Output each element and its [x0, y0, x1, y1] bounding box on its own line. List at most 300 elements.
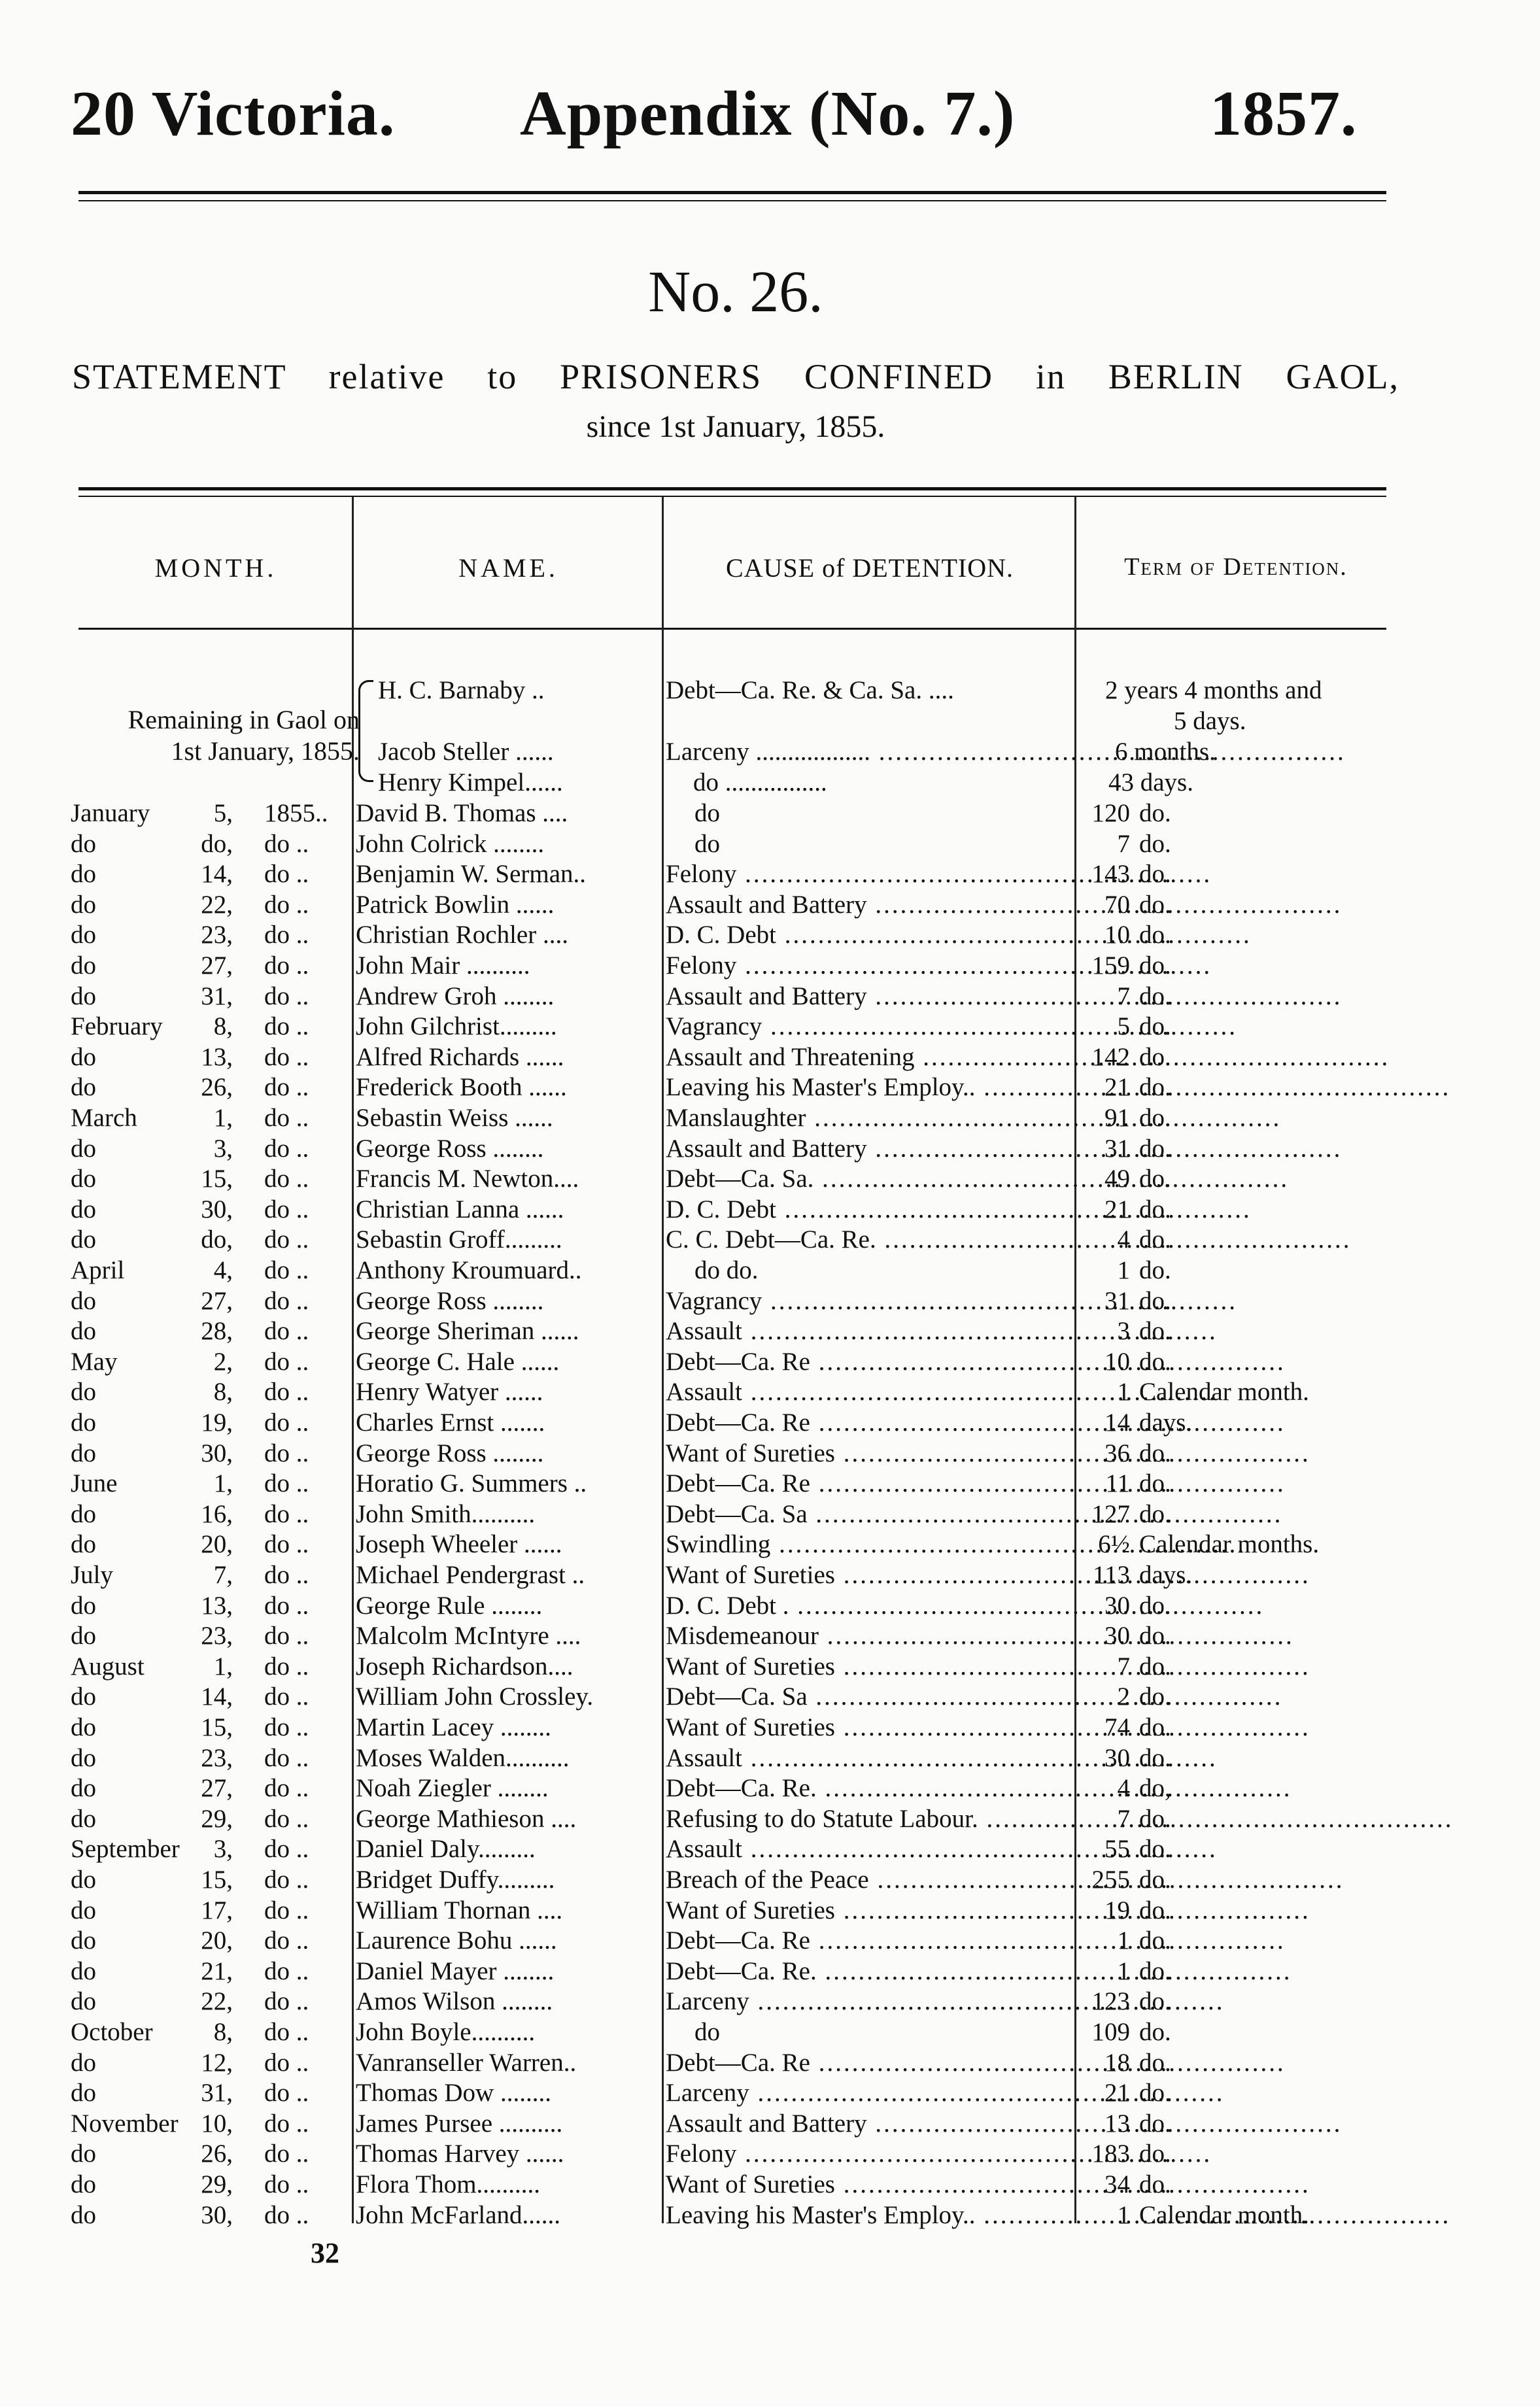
year-cell: do ..	[264, 1499, 309, 1528]
prisoner-name: Sebastin Weiss ......	[356, 1104, 553, 1132]
year-cell: do ..	[264, 982, 309, 1010]
table-row	[0, 1712, 1471, 1743]
detention-cause: D. C. Debt . .....	[666, 1590, 1069, 1621]
term-number: 70	[1104, 890, 1130, 919]
day-cell: 31,	[201, 982, 233, 1010]
prisoner-name: Christian Lanna ......	[356, 1195, 564, 1223]
term-unit: do.	[1139, 1987, 1171, 2016]
prisoner-name: Laurence Bohu ......	[356, 1926, 557, 1955]
term-number: 127	[1091, 1499, 1130, 1528]
table-row	[0, 889, 1471, 920]
term-unit: do,	[1139, 1774, 1171, 1803]
term-number: 1	[1117, 1956, 1130, 1985]
prisoner-name: Thomas Harvey ......	[356, 2140, 564, 2168]
prisoner-name: Charles Ernst .......	[356, 1408, 545, 1437]
detention-cause: Assault .....	[666, 1316, 1069, 1346]
day-cell: 26,	[201, 1073, 233, 1102]
month-cell: do	[71, 1804, 96, 1833]
term-unit: do.	[1139, 1652, 1171, 1681]
month-cell: do	[71, 1499, 96, 1528]
term-unit: do.	[1139, 921, 1171, 949]
header-rule-thick	[78, 191, 1386, 194]
detention-cause: Debt—Ca. Re .....	[666, 1407, 1069, 1438]
remaining-label-line2: 1st January, 1855.	[171, 736, 360, 766]
table-row	[0, 1560, 1471, 1590]
term-number: 21	[1104, 1073, 1130, 1102]
prisoner-name: Henry Kimpel......	[378, 768, 563, 796]
table-row	[0, 1468, 1471, 1499]
table-row	[0, 1864, 1471, 1895]
detention-cause: Debt—Ca. Re. .....	[666, 1773, 1069, 1803]
term-number: 36	[1104, 1439, 1130, 1467]
table-row	[0, 1102, 1471, 1133]
prisoner-name: Francis M. Newton....	[356, 1165, 579, 1193]
term-number: 143	[1091, 860, 1130, 889]
detention-cause: Assault and Battery .....	[666, 1133, 1069, 1164]
term-unit: do.	[1139, 1499, 1171, 1528]
day-cell: 5,	[213, 799, 233, 827]
term-unit: do.	[1139, 1073, 1171, 1102]
term-unit: do.	[1139, 1256, 1171, 1284]
day-cell: 13,	[201, 1042, 233, 1071]
term-number: 1	[1117, 2200, 1130, 2229]
day-cell: 29,	[201, 2170, 233, 2198]
table-row	[0, 2077, 1471, 2108]
term-number: 10	[1104, 1347, 1130, 1376]
table-row	[0, 2017, 1471, 2047]
detention-cause: Vagrancy .....	[666, 1286, 1069, 1316]
year-cell: do ..	[264, 1561, 309, 1589]
prisoner-name: Alfred Richards ......	[356, 1042, 564, 1071]
year-cell: do ..	[264, 1469, 309, 1498]
month-cell: do	[71, 2200, 96, 2229]
term-unit: do.	[1139, 1104, 1171, 1132]
term-unit: do.	[1139, 982, 1171, 1010]
table-row	[0, 1438, 1471, 1469]
term-unit: do.	[1139, 1012, 1171, 1041]
day-cell: 22,	[201, 890, 233, 919]
year-cell: do ..	[264, 921, 309, 949]
table-row	[0, 1620, 1471, 1651]
year-cell: do ..	[264, 951, 309, 980]
term-number: 10	[1104, 921, 1130, 949]
month-cell: do	[71, 829, 96, 858]
term-number: 183	[1091, 2140, 1130, 2168]
remaining-row	[0, 736, 1471, 767]
month-cell: May	[71, 1347, 118, 1376]
prisoner-name: Frederick Booth ......	[356, 1073, 567, 1102]
term-number: 21	[1104, 1195, 1130, 1223]
table-row	[0, 798, 1471, 828]
term-unit: Calendar month.	[1139, 2200, 1309, 2229]
month-cell: March	[71, 1104, 137, 1132]
month-cell: do	[71, 2140, 96, 2168]
prisoner-name: Sebastin Groff.........	[356, 1225, 562, 1254]
term-number: 13	[1104, 2109, 1130, 2138]
detention-cause: Larceny .....	[666, 2077, 1069, 2108]
detention-cause: do	[694, 799, 720, 827]
prisoner-name: Joseph Richardson....	[356, 1652, 573, 1681]
day-cell: 7,	[213, 1561, 233, 1589]
prisoner-name: William John Crossley.	[356, 1682, 594, 1711]
detention-cause: Assault .....	[666, 1834, 1069, 1864]
year-cell: do ..	[264, 1347, 309, 1376]
detention-term: 43 days.	[1108, 768, 1193, 796]
detention-cause: Want of Sureties .....	[666, 2169, 1069, 2200]
day-cell: 1,	[213, 1104, 233, 1132]
month-cell: July	[71, 1561, 114, 1589]
term-unit: do.	[1139, 1622, 1171, 1650]
day-cell: 27,	[201, 951, 233, 980]
term-unit: do.	[1139, 1896, 1171, 1924]
prisoner-name: James Pursee ..........	[356, 2109, 563, 2138]
year-cell: do ..	[264, 1713, 309, 1741]
detention-cause: Assault .....	[666, 1743, 1069, 1773]
term-unit: do.	[1139, 1134, 1171, 1163]
term-number: 91	[1104, 1104, 1130, 1132]
year-cell: do ..	[264, 2200, 309, 2229]
prisoner-name: Amos Wilson ........	[356, 1987, 553, 2016]
month-cell: do	[71, 1165, 96, 1193]
prisoner-name: Benjamin W. Serman..	[356, 860, 587, 889]
year-cell: do ..	[264, 1317, 309, 1346]
month-cell: do	[71, 1042, 96, 1071]
year-cell: do ..	[264, 2018, 309, 2046]
year-cell: do ..	[264, 1165, 309, 1193]
table-row	[0, 1773, 1471, 1803]
prisoner-name: Jacob Steller ......	[378, 738, 554, 766]
year-cell: do ..	[264, 1378, 309, 1407]
column-heading-cause: CAUSE of DETENTION.	[725, 553, 1014, 583]
prisoner-name: Vanranseller Warren..	[356, 2048, 577, 2077]
table-row	[0, 1224, 1471, 1255]
year-cell: do ..	[264, 1743, 309, 1772]
month-cell: do	[71, 1926, 96, 1955]
remaining-row	[0, 767, 1471, 798]
day-cell: 19,	[201, 1408, 233, 1437]
prisoner-name: Bridget Duffy.........	[356, 1866, 555, 1894]
year-cell: do ..	[264, 1530, 309, 1559]
month-cell: do	[71, 951, 96, 980]
year-cell: do ..	[264, 1987, 309, 2016]
day-cell: 23,	[201, 921, 233, 949]
month-cell: do	[71, 1073, 96, 1102]
prisoner-name: John Mair ..........	[356, 951, 530, 980]
day-cell: 27,	[201, 1774, 233, 1803]
year-cell: do ..	[264, 1042, 309, 1071]
prisoner-name: H. C. Barnaby ..	[378, 676, 545, 704]
year-cell: do ..	[264, 1804, 309, 1833]
month-cell: do	[71, 921, 96, 949]
day-cell: 29,	[201, 1804, 233, 1833]
prisoner-name: Henry Watyer ......	[356, 1378, 543, 1407]
day-cell: 14,	[201, 1682, 233, 1711]
table-top-rule-thin	[78, 496, 1386, 497]
term-unit: do.	[1139, 2079, 1171, 2108]
term-unit: do.	[1139, 829, 1171, 858]
year-cell: do ..	[264, 1104, 309, 1132]
term-number: 5	[1117, 1012, 1130, 1041]
table-row	[0, 1895, 1471, 1926]
day-cell: 27,	[201, 1286, 233, 1315]
detention-cause: Refusing to do Statute Labour. .....	[666, 1803, 1069, 1834]
header-center: Appendix (No. 7.)	[520, 78, 1016, 149]
term-number: 31	[1104, 1134, 1130, 1163]
day-cell: 14,	[201, 860, 233, 889]
term-number: 1	[1117, 1926, 1130, 1955]
day-cell: 30,	[201, 1439, 233, 1467]
year-cell: do ..	[264, 1896, 309, 1924]
month-cell: do	[71, 1774, 96, 1803]
term-number: 1	[1117, 1256, 1130, 1284]
table-row	[0, 1042, 1471, 1072]
month-cell: June	[71, 1469, 118, 1498]
month-cell: do	[71, 1987, 96, 2016]
month-cell: do	[71, 1408, 96, 1437]
year-cell: do ..	[264, 1622, 309, 1650]
term-unit: do.	[1139, 1866, 1171, 1894]
prisoner-name: David B. Thomas ....	[356, 799, 568, 827]
detention-cause: Assault and Battery .....	[666, 889, 1069, 920]
day-cell: 2,	[213, 1347, 233, 1376]
month-cell: do	[71, 1896, 96, 1924]
term-unit: do.	[1139, 1835, 1171, 1864]
month-cell: November	[71, 2109, 179, 2138]
prisoner-name: John Colrick ........	[356, 829, 545, 858]
year-cell: do ..	[264, 1835, 309, 1864]
prisoner-name: Moses Walden..........	[356, 1743, 570, 1772]
prisoner-name: Noah Ziegler ........	[356, 1774, 549, 1803]
term-unit: do.	[1139, 2170, 1171, 2198]
term-number: 19	[1104, 1896, 1130, 1924]
term-unit: do.	[1139, 1225, 1171, 1254]
month-cell: do	[71, 2079, 96, 2108]
day-cell: 28,	[201, 1317, 233, 1346]
remaining-row	[0, 675, 1471, 706]
month-cell: do	[71, 1195, 96, 1223]
term-number: 30	[1104, 1591, 1130, 1620]
term-unit: Calendar month.	[1139, 1378, 1309, 1407]
prisoner-name: Thomas Dow ........	[356, 2079, 551, 2108]
term-unit: do.	[1139, 1469, 1171, 1498]
year-cell: do ..	[264, 1286, 309, 1315]
statement-title: STATEMENT relative to PRISONERS CONFINED in BERLIN GAOL,	[72, 357, 1399, 396]
day-cell: 1,	[213, 1652, 233, 1681]
term-unit: do.	[1139, 1713, 1171, 1741]
detention-cause: Manslaughter .....	[666, 1102, 1069, 1133]
day-cell: 1,	[213, 1469, 233, 1498]
table-row	[0, 1194, 1471, 1225]
term-number: 4	[1117, 1225, 1130, 1254]
table-row	[0, 1346, 1471, 1377]
table-row	[0, 859, 1471, 889]
table-row	[0, 1163, 1471, 1194]
month-cell: do	[71, 890, 96, 919]
month-cell: August	[71, 1652, 145, 1681]
year-cell: do ..	[264, 860, 309, 889]
term-unit: do.	[1139, 1165, 1171, 1193]
detention-cause: Assault and Threatening .....	[666, 1042, 1069, 1072]
table-row	[0, 1529, 1471, 1560]
prisoner-name: Anthony Kroumuard..	[356, 1256, 582, 1284]
term-number: 4	[1117, 1774, 1130, 1803]
table-row	[0, 950, 1471, 981]
day-cell: 15,	[201, 1713, 233, 1741]
detention-cause: Debt—Ca. Sa .....	[666, 1499, 1069, 1529]
header-right: 1857.	[1210, 78, 1358, 149]
term-unit: do.	[1139, 2109, 1171, 2138]
prisoner-name: George C. Hale ......	[356, 1347, 560, 1376]
prisoner-name: George Mathieson ....	[356, 1804, 577, 1833]
table-row	[0, 1834, 1471, 1864]
detention-cause: Want of Sureties .....	[666, 1712, 1069, 1743]
month-cell: do	[71, 2048, 96, 2077]
term-unit: do.	[1139, 1743, 1171, 1772]
detention-cause: Debt—Ca. Re .....	[666, 1346, 1069, 1377]
day-cell: 8,	[213, 2018, 233, 2046]
year-cell: do ..	[264, 1956, 309, 1985]
year-cell: do ..	[264, 1652, 309, 1681]
term-number: 7	[1117, 1652, 1130, 1681]
table-row	[0, 1499, 1471, 1529]
remaining-row-continuation	[0, 706, 1471, 736]
term-number: 6½	[1098, 1530, 1130, 1559]
year-cell: do ..	[264, 1134, 309, 1163]
month-cell: do	[71, 1225, 96, 1254]
prisoner-name: Martin Lacey ........	[356, 1713, 551, 1741]
term-number: 113	[1092, 1561, 1130, 1589]
term-number: 142	[1091, 1042, 1130, 1071]
month-cell: do	[71, 1134, 96, 1163]
term-unit: days.	[1139, 1408, 1193, 1437]
table-row	[0, 981, 1471, 1012]
prisoner-name: Andrew Groh ........	[356, 982, 555, 1010]
term-number: 49	[1104, 1165, 1130, 1193]
term-number: 159	[1091, 951, 1130, 980]
day-cell: 20,	[201, 1530, 233, 1559]
year-cell: 1855..	[264, 799, 328, 827]
day-cell: 3,	[213, 1134, 233, 1163]
header-left: 20 Victoria.	[71, 78, 396, 149]
detention-cause: Debt—Ca. Re .....	[666, 2047, 1069, 2078]
document-number: No. 26.	[648, 260, 823, 324]
term-unit: do.	[1139, 2018, 1171, 2046]
year-cell: do ..	[264, 890, 309, 919]
month-cell: do	[71, 1866, 96, 1894]
term-unit: do.	[1139, 1042, 1171, 1071]
month-cell: February	[71, 1012, 163, 1041]
month-cell: January	[71, 799, 150, 827]
term-number: 55	[1104, 1835, 1130, 1864]
term-unit: do.	[1139, 799, 1171, 827]
term-number: 14	[1104, 1408, 1130, 1437]
detention-cause: C. C. Debt—Ca. Re. .....	[666, 1224, 1069, 1255]
detention-cause: Assault and Battery .....	[666, 2108, 1069, 2139]
table-row	[0, 1743, 1471, 1773]
prisoner-name: John Gilchrist.........	[356, 1012, 557, 1041]
table-row	[0, 1956, 1471, 1987]
table-row	[0, 1376, 1471, 1407]
year-cell: do ..	[264, 1866, 309, 1894]
month-cell: do	[71, 982, 96, 1010]
term-number: 120	[1091, 799, 1130, 827]
detention-cause: Larceny .....	[666, 1986, 1069, 2017]
table-row	[0, 919, 1471, 950]
year-cell: do ..	[264, 1256, 309, 1284]
month-cell: October	[71, 2018, 153, 2046]
prisoner-name: Daniel Daly.........	[356, 1835, 536, 1864]
month-cell: do	[71, 1591, 96, 1620]
day-cell: 8,	[213, 1378, 233, 1407]
prisoner-name: John Smith..........	[356, 1499, 536, 1528]
header-rule-thin	[78, 200, 1386, 201]
detention-cause: Debt—Ca. Re .....	[666, 1925, 1069, 1956]
day-cell: 21,	[201, 1956, 233, 1985]
month-cell: September	[71, 1835, 180, 1864]
detention-cause: Debt—Ca. Re. & Ca. Sa. ....	[666, 676, 954, 704]
month-cell: do	[71, 1286, 96, 1315]
year-cell: do ..	[264, 2170, 309, 2198]
detention-cause: Felony .....	[666, 2138, 1069, 2169]
year-cell: do ..	[264, 1591, 309, 1620]
detention-cause: Swindling .....	[666, 1529, 1069, 1560]
prisoner-name: George Ross ........	[356, 1134, 544, 1163]
prisoner-name: William Thornan ....	[356, 1896, 563, 1924]
month-cell: do	[71, 1682, 96, 1711]
detention-cause: Felony .....	[666, 950, 1069, 981]
detention-cause: Debt—Ca. Re .....	[666, 1468, 1069, 1499]
table-top-rule-thick	[78, 487, 1386, 490]
term-number: 3	[1117, 1317, 1130, 1346]
term-number: 1	[1117, 1378, 1130, 1407]
term-number: 7	[1117, 1804, 1130, 1833]
table-row	[0, 1986, 1471, 2017]
prisoner-name: Patrick Bowlin ......	[356, 890, 555, 919]
term-unit: do.	[1139, 1439, 1171, 1467]
day-cell: 15,	[201, 1866, 233, 1894]
detention-cause: Want of Sureties .....	[666, 1560, 1069, 1590]
term-unit: do.	[1139, 2048, 1171, 2077]
detention-cause: Larceny .................. .....	[666, 736, 1069, 767]
detention-cause: Felony .....	[666, 859, 1069, 889]
table-row	[0, 2138, 1471, 2169]
remaining-label-line1: Remaining in Gaol on	[128, 705, 360, 734]
term-unit: do.	[1139, 2140, 1171, 2168]
month-cell: do	[71, 1317, 96, 1346]
table-row	[0, 1925, 1471, 1956]
year-cell: do ..	[264, 1682, 309, 1711]
prisoner-name: Joseph Wheeler ......	[356, 1530, 562, 1559]
detention-cause: do ................	[693, 768, 827, 796]
table-row	[0, 1681, 1471, 1712]
table-row	[0, 1590, 1471, 1621]
detention-cause: do do.	[694, 1256, 759, 1284]
prisoner-name: Malcolm McIntyre ....	[356, 1622, 581, 1650]
month-cell: do	[71, 1378, 96, 1407]
year-cell: do ..	[264, 2109, 309, 2138]
year-cell: do ..	[264, 1926, 309, 1955]
detention-cause: do	[694, 829, 720, 858]
term-unit: do.	[1139, 1682, 1171, 1711]
table-row	[0, 1316, 1471, 1346]
day-cell: 15,	[201, 1165, 233, 1193]
term-number: 11	[1105, 1469, 1130, 1498]
day-cell: 23,	[201, 1622, 233, 1650]
term-number: 30	[1104, 1622, 1130, 1650]
detention-cause: Debt—Ca. Sa .....	[666, 1681, 1069, 1712]
detention-cause: Breach of the Peace .....	[666, 1864, 1069, 1895]
detention-cause: Assault .....	[666, 1376, 1069, 1407]
